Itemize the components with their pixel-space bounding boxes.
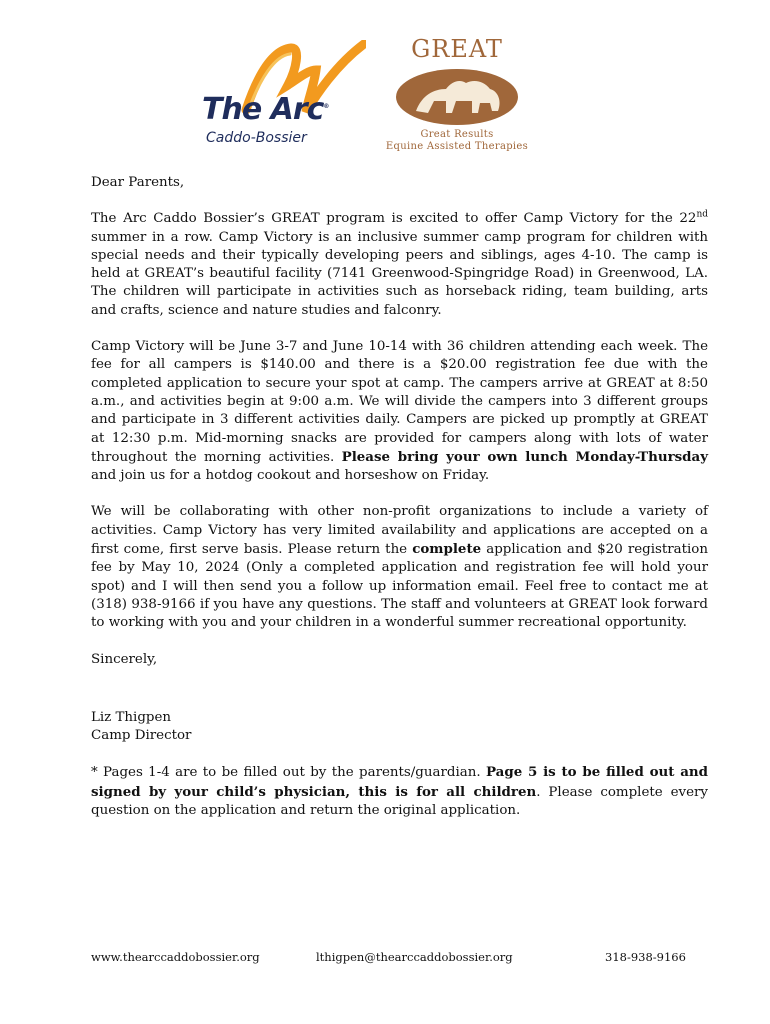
paragraph-note: * Pages 1-4 are to be filled out by the parents/guardian. Page 5 is to be filled out and signed by your child’s physician, this is for all children. Please complete every question on the application and return the original application. xyxy=(91,764,709,819)
arc-logo-name: The Arc® xyxy=(202,92,329,127)
paragraph-schedule: Camp Victory will be June 3-7 and June 10-14 with 36 children attending each week. The fee for all campers is $140.00 and there is a $20.00 registration fee due with the completed application to secure your spot at camp. The campers arrive at GREAT at 8:50 a.m., and activities begin at 9:00 a.m. We will divide the campers into 3 different groups and participate in 3 different activities daily. Campers are picked up promptly at GREAT at 12:30 p.m. Mid-morning snacks are provided for campers along with lots of water throughout the morning activities. Please bring your own lunch Monday-Thursday and join us for a hotdog cookout and horseshow on Friday. xyxy=(91,339,708,484)
footer-phone: 318-938-9166 xyxy=(605,950,686,964)
great-logo xyxy=(382,35,532,155)
great-logo-line2: Equine Assisted Therapies xyxy=(385,141,529,152)
arc-logo xyxy=(196,40,366,155)
arc-logo-subtitle: Caddo-Bossier xyxy=(206,130,307,146)
letter-body xyxy=(91,174,708,838)
closing: Sincerely, xyxy=(91,651,158,667)
paragraph-application: We will be collaborating with other non-profit organizations to include a variety of activities. Camp Victory has very limited availability and applications are accepted on a first come, first serve basis. Please return the complete application and $20 registration fee by May 10, 2024 (Only a completed application and registration fee will hold your spot) and I will then send you a follow up information email. Feel free to contact me at (318) 938-9166 if you have any questions. The staff and volunteers at GREAT look forward to working with you and your children in a wonderful summer recreational opportunity. xyxy=(91,504,708,631)
great-logo-title: GREAT xyxy=(411,35,503,63)
greeting: Dear Parents, xyxy=(91,175,185,190)
paragraph-intro: The Arc Caddo Bossier’s GREAT program is excited to offer Camp Victory for the 22nd summer in a row. Camp Victory is an inclusive summer camp program for children with special needs and their typically developing peers and siblings, ages 4-10. The camp is held at GREAT’s beautiful facility (7141 Greenwood-Spingridge Road) in Greenwood, LA. The children will participate in activities such as horseback riding, team building, arts and crafts, science and nature studies and falconry. xyxy=(91,209,708,318)
signer-name: Liz Thigpen xyxy=(91,709,172,725)
horses-icon xyxy=(394,67,520,127)
great-logo-line1: Great Results xyxy=(420,129,494,140)
signer-title: Camp Director xyxy=(91,728,192,744)
footer-website[interactable]: www.thearccaddobossier.org xyxy=(91,950,260,964)
footer-email[interactable]: lthigpen@thearccaddobossier.org xyxy=(316,950,513,964)
